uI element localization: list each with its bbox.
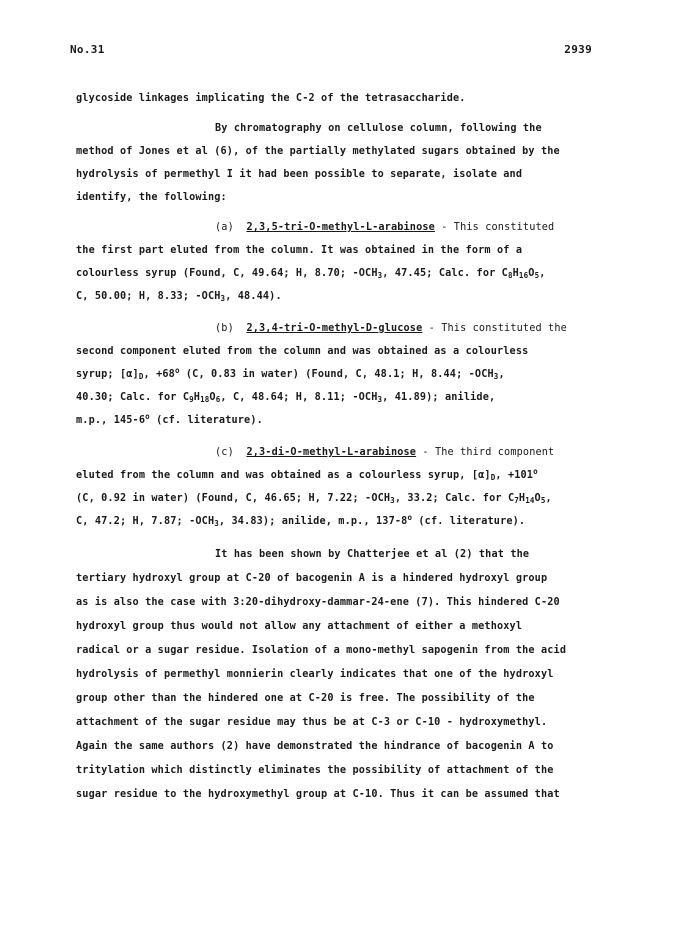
subscript: 9 — [189, 395, 194, 404]
item-line — [76, 267, 606, 281]
subscript: 3 — [214, 519, 219, 528]
text-run: eluted from the column and was obtained as a colourless syrup, — [76, 470, 472, 481]
text-run: O — [534, 493, 541, 504]
text-run: colourless syrup (Found, C, 49.64; H, 8.70; -OCH — [76, 268, 378, 279]
paragraph-line: hydroxyl group thus would not allow any attachment of either a methoxyl — [76, 621, 523, 632]
item-line — [76, 414, 606, 428]
subscript: D — [490, 473, 496, 482]
paragraph-line: tertiary hydroxyl group at C-20 of bacogenin A is a hindered hydroxyl group — [76, 573, 548, 584]
journal-number: No.31 — [70, 43, 105, 56]
compound-name: 2,3-di-O-methyl-L-arabinose — [246, 447, 417, 458]
subscript: D — [138, 372, 144, 381]
subscript: 3 — [377, 271, 383, 280]
subscript: 3 — [220, 294, 226, 303]
item-text: - This constituted the — [422, 323, 567, 334]
subscript: 5 — [534, 271, 540, 280]
paragraph-line: as is also the case with 3:20-dihydroxy-dammar-24-ene (7). This hindered C-20 — [76, 597, 560, 608]
subscript: 14 — [525, 496, 535, 505]
rotation-symbol: [α] — [119, 369, 139, 380]
paragraph-line: attachment of the sugar residue may thus be at C-3 or C-10 - hydroxymethyl. — [76, 717, 548, 728]
item-text: - The third component — [416, 447, 555, 458]
text-run: H — [193, 392, 201, 403]
item-label: (b) — [215, 323, 234, 334]
text-run: , — [539, 268, 546, 279]
item-line — [76, 391, 606, 405]
subscript: 3 — [390, 496, 395, 505]
paragraph-line: It has been shown by Chatterjee et al (2) that the — [215, 549, 530, 560]
subscript: 8 — [507, 271, 513, 280]
degree-sign: o — [407, 513, 413, 522]
item-line — [76, 492, 606, 506]
paragraph-line: hydrolysis of permethyl I it had been possible to separate, isolate and — [76, 169, 523, 180]
text-run: (C, 0.92 in water) (Found, C, 46.65; H, 7.22; -OCH — [76, 493, 391, 504]
text-run: C, 50.00; H, 8.33; -OCH — [76, 291, 221, 302]
paragraph-line: sugar residue to the hydroxymethyl group at C-10. Thus it can be assumed that — [76, 789, 560, 800]
text-run: m.p., 145-6 — [76, 415, 146, 426]
text-run: , C, 48.64; H, 8.11; -OCH — [220, 392, 378, 403]
page-number: 2939 — [564, 43, 592, 56]
paragraph-line: hydrolysis of permethyl monnierin clearly indicates that one of the hydroxyl — [76, 669, 554, 680]
text-run: O — [209, 392, 216, 403]
item-b-heading — [215, 322, 680, 336]
text-run: (cf. literature). — [149, 415, 263, 426]
item-line — [76, 290, 606, 304]
text-run: O — [528, 268, 535, 279]
item-label: (a) — [215, 222, 234, 233]
text-run: H — [518, 493, 526, 504]
text-run: syrup; — [76, 369, 120, 380]
text-run: , — [498, 369, 505, 380]
text-run: , +68 — [143, 369, 175, 380]
paragraph-line: method of Jones et al (6), of the partially methylated sugars obtained by the — [76, 146, 560, 157]
text-run: (cf. literature). — [412, 516, 526, 527]
paragraph-line: Again the same authors (2) have demonstrated the hindrance of bacogenin A to — [76, 741, 554, 752]
compound-name: 2,3,4-tri-O-methyl-D-glucose — [246, 323, 423, 334]
item-label: (c) — [215, 447, 234, 458]
paragraph-line: group other than the hindered one at C-20 is free. The possibility of the — [76, 693, 535, 704]
text-run: C, 47.2; H, 7.87; -OCH — [76, 516, 215, 527]
subscript: 16 — [518, 271, 529, 280]
degree-sign: o — [174, 366, 180, 375]
item-line: second component eluted from the column and was obtained as a colourless — [76, 346, 529, 357]
degree-sign: o — [533, 467, 538, 476]
paragraph-line: tritylation which distinctly eliminates the possibility of attachment of the — [76, 765, 554, 776]
subscript: 6 — [215, 395, 221, 404]
subscript: 5 — [540, 496, 546, 505]
item-text: - This constituted — [434, 222, 555, 233]
item-a-heading — [215, 221, 680, 235]
compound-name: 2,3,5-tri-O-methyl-L-arabinose — [246, 222, 435, 233]
text-run: , 33.2; Calc. for C — [394, 493, 515, 504]
item-line — [76, 368, 606, 382]
text-run: , 47.45; Calc. for C — [382, 268, 508, 279]
text-run: , +101 — [495, 470, 534, 481]
rotation-symbol: [α] — [471, 470, 491, 481]
item-c-heading — [215, 446, 680, 460]
text-run: 40.30; Calc. for C — [76, 392, 190, 403]
text-run: (C, 0.83 in water) (Found, C, 48.1; H, 8.44; -OCH — [179, 369, 494, 380]
degree-sign: o — [145, 412, 150, 421]
subscript: 3 — [493, 372, 499, 381]
paragraph-line: radical or a sugar residue. Isolation of a mono-methyl sapogenin from the acid — [76, 645, 567, 656]
continuation-line: glycoside linkages implicating the C-2 of the tetrasaccharide. — [76, 93, 466, 104]
item-line — [76, 469, 606, 483]
paragraph-line: By chromatography on cellulose column, following the — [215, 123, 542, 134]
subscript: 7 — [514, 496, 519, 505]
text-run: , — [545, 493, 552, 504]
text-run: , 34.83); anilide, m.p., 137-8 — [218, 516, 408, 527]
text-run: , 48.44). — [225, 291, 282, 302]
text-run: , 41.89); anilide, — [382, 392, 496, 403]
subscript: 3 — [377, 395, 383, 404]
item-line — [76, 515, 606, 529]
text-run: H — [512, 268, 519, 279]
item-line: the first part eluted from the column. It was obtained in the form of a — [76, 245, 523, 256]
subscript: 18 — [200, 395, 210, 404]
paragraph-line: identify, the following: — [76, 192, 227, 203]
